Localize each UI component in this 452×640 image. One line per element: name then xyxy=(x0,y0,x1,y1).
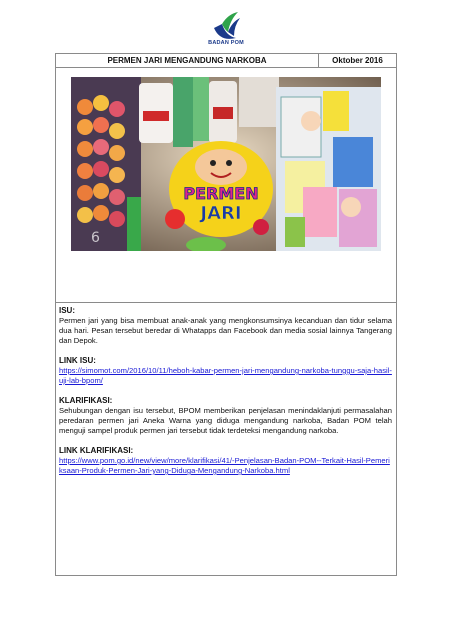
link-isu-url[interactable]: https://simomot.com/2016/10/11/heboh-kabar-permen-jari-mengandung-narkoba-tunggu-saja-hasil-uji-lab-bpom/ xyxy=(59,366,392,385)
badan-pom-logo-icon xyxy=(206,10,246,44)
document-frame xyxy=(55,53,397,576)
candy-photo xyxy=(71,77,381,251)
isu-text: Permen jari yang bisa membuat anak-anak yang mengkonsumsinya kecanduan dan tidur selama dua hari. Pesan tersebut beredar di Whatapps dan Facebook dan media sosial lainnya Tangerang dan Depok. xyxy=(59,316,392,345)
link-klarifikasi-url[interactable]: https://www.pom.go.id/new/view/more/klarifikasi/41/-Penjelasan-Badan-POM--Terkait-Hasil-Pemeriksaan-Produk-Permen-Jari-yang-Diduga-Mengandung-Narkoba.html xyxy=(59,456,390,475)
isu-heading: ISU: xyxy=(59,306,75,315)
candy-label-permen: PERMEN xyxy=(183,184,259,203)
link-isu-heading: LINK ISU: xyxy=(59,356,96,365)
logo-label: BADAN POM xyxy=(208,40,244,46)
header-row xyxy=(56,54,396,68)
klarifikasi-heading: KLARIFIKASI: xyxy=(59,396,113,405)
document-title: PERMEN JARI MENGANDUNG NARKOBA xyxy=(56,54,319,67)
content-body xyxy=(59,306,392,476)
klarifikasi-text: Sehubungan dengan isu tersebut, BPOM memberikan penjelasan menindaklanjuti permasalahan peredaran permen jari Aneka Warna yang diduga mengandung narkoba, Badan POM telah menguji sampel produk permen jari tersebut tidak terdeteksi mengandung narkoba. xyxy=(59,406,392,435)
link-klarifikasi-heading: LINK KLARIFIKASI: xyxy=(59,446,134,455)
candy-label-jari: JARI xyxy=(200,203,242,224)
document-date: Oktober 2016 xyxy=(332,56,383,65)
watermark-text: 6 xyxy=(91,230,100,246)
photo-row xyxy=(56,67,396,303)
